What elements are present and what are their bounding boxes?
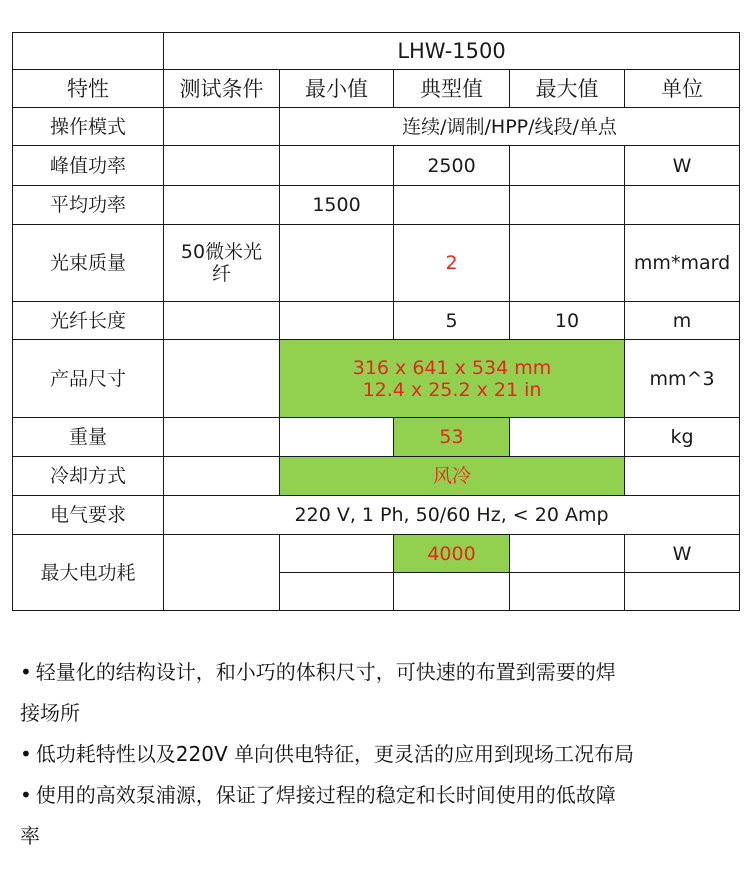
typical-value: 2 xyxy=(394,225,510,302)
table-row xyxy=(13,146,740,186)
list-item-continuation: 接场所 xyxy=(20,701,80,725)
empty-cell xyxy=(164,186,280,225)
feature-list xyxy=(20,652,740,857)
list-item xyxy=(20,775,740,816)
empty-cell xyxy=(164,535,280,611)
typical-value: 2500 xyxy=(394,146,510,186)
empty-cell xyxy=(280,573,394,611)
empty-cell xyxy=(164,457,280,496)
empty-cell xyxy=(164,302,280,340)
empty-cell xyxy=(510,573,625,611)
empty-cell xyxy=(510,146,625,186)
empty-cell xyxy=(280,146,394,186)
empty-cell xyxy=(164,108,280,146)
list-item xyxy=(20,652,740,693)
table-row xyxy=(13,340,740,418)
row-label: 操作模式 xyxy=(13,108,164,146)
empty-cell xyxy=(625,573,740,611)
bullet-text: 使用的高效泵浦源，保证了焊接过程的稳定和长时间使用的低故障 xyxy=(35,783,616,807)
bullet-dot: • xyxy=(20,783,32,807)
typical-value: 4000 xyxy=(394,535,510,573)
unit-value: m xyxy=(625,302,740,340)
empty-cell xyxy=(394,573,510,611)
table-row xyxy=(13,108,740,146)
max-value: 10 xyxy=(510,302,625,340)
min-value: 1500 xyxy=(280,186,394,225)
unit-value: mm*mard xyxy=(625,225,740,302)
unit-value: W xyxy=(625,146,740,186)
list-item-continuation: 率 xyxy=(20,824,40,848)
col-header-min: 最小值 xyxy=(280,70,394,108)
empty-cell xyxy=(510,186,625,225)
condition-value: 50微米光纤 xyxy=(164,225,280,302)
spec-table xyxy=(12,32,740,611)
size-mm: 316 x 641 x 534 mm xyxy=(352,356,552,379)
typical-value: 53 xyxy=(394,418,510,457)
empty-cell xyxy=(164,340,280,418)
size-value xyxy=(280,340,625,418)
empty-cell xyxy=(13,33,164,70)
row-label: 产品尺寸 xyxy=(13,340,164,418)
unit-value: mm^3 xyxy=(625,340,740,418)
bullet-dot: • xyxy=(20,660,32,684)
cooling-value: 风冷 xyxy=(280,457,625,496)
empty-cell xyxy=(625,457,740,496)
mode-value: 连续/调制/HPP/线段/单点 xyxy=(280,108,740,146)
model-row xyxy=(13,33,740,70)
table-row xyxy=(13,457,740,496)
row-label: 冷却方式 xyxy=(13,457,164,496)
row-label: 光束质量 xyxy=(13,225,164,302)
size-in: 12.4 x 25.2 x 21 in xyxy=(362,378,542,401)
row-label: 重量 xyxy=(13,418,164,457)
empty-cell xyxy=(280,302,394,340)
col-header-unit: 单位 xyxy=(625,70,740,108)
table-row xyxy=(13,225,740,302)
unit-value: kg xyxy=(625,418,740,457)
power-requirement-value: 220 V, 1 Ph, 50/60 Hz, < 20 Amp xyxy=(164,496,740,535)
table-row xyxy=(13,535,740,573)
empty-cell xyxy=(280,535,394,573)
table-row xyxy=(13,302,740,340)
col-header-feature: 特性 xyxy=(13,70,164,108)
row-label: 最大电功耗 xyxy=(13,535,164,611)
empty-cell xyxy=(625,186,740,225)
table-row xyxy=(13,496,740,535)
table-row xyxy=(13,418,740,457)
empty-cell xyxy=(394,186,510,225)
empty-cell xyxy=(510,225,625,302)
row-label: 峰值功率 xyxy=(13,146,164,186)
bullet-dot: • xyxy=(20,742,32,766)
col-header-max: 最大值 xyxy=(510,70,625,108)
empty-cell xyxy=(280,225,394,302)
empty-cell xyxy=(164,146,280,186)
table-row xyxy=(13,186,740,225)
row-label: 电气要求 xyxy=(13,496,164,535)
model-name: LHW-1500 xyxy=(164,33,740,70)
row-label: 平均功率 xyxy=(13,186,164,225)
empty-cell xyxy=(510,535,625,573)
empty-cell xyxy=(164,418,280,457)
col-header-typical: 典型值 xyxy=(394,70,510,108)
empty-cell xyxy=(280,418,394,457)
empty-cell xyxy=(510,418,625,457)
unit-value: W xyxy=(625,535,740,573)
header-row xyxy=(13,70,740,108)
typical-value: 5 xyxy=(394,302,510,340)
row-label: 光纤长度 xyxy=(13,302,164,340)
bullet-text: 低功耗特性以及220V 单向供电特征，更灵活的应用到现场工况布局 xyxy=(35,742,635,766)
col-header-condition: 测试条件 xyxy=(164,70,280,108)
bullet-text: 轻量化的结构设计，和小巧的体积尺寸，可快速的布置到需要的焊 xyxy=(35,660,616,684)
list-item xyxy=(20,734,740,775)
